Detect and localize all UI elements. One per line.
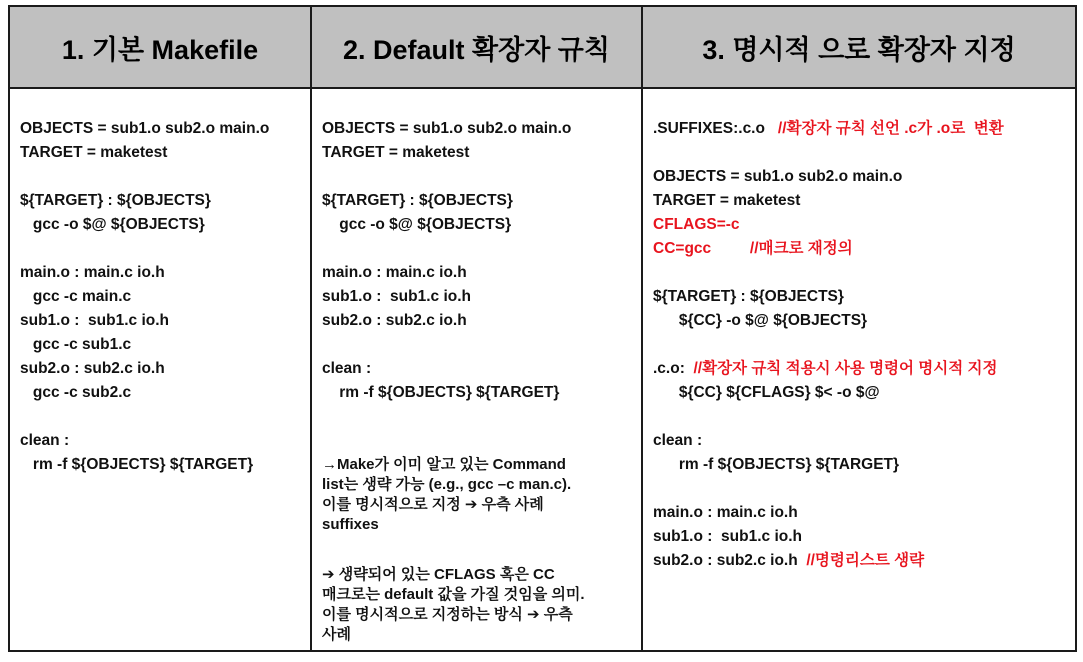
- note-line: →Make가 이미 알고 있는 Command: [322, 456, 566, 473]
- note-omit-commands: [322, 455, 641, 535]
- spacer: [322, 405, 641, 455]
- code-line: main.o : main.c io.h: [322, 264, 467, 281]
- blank-line: [653, 477, 1075, 501]
- spacer: [322, 535, 641, 565]
- makefile-comparison-table: [8, 5, 1077, 652]
- blank-line: [20, 165, 310, 189]
- code-line: clean :: [20, 432, 70, 449]
- blank-line: [653, 141, 1075, 165]
- code-line: TARGET = maketest: [322, 144, 470, 161]
- blank-line: [20, 405, 310, 429]
- comment: //매크로 재정의: [749, 240, 853, 257]
- code-line: rm -f ${OBJECTS} ${TARGET}: [20, 456, 254, 473]
- note-line: ➔ 생략되어 있는 CFLAGS 혹은 CC: [322, 566, 555, 583]
- code-line: sub1.o : sub1.c io.h: [20, 312, 169, 329]
- blank-line: [322, 165, 641, 189]
- code-line: sub1.o : sub1.c io.h: [653, 528, 802, 545]
- code-line: ${TARGET} : ${OBJECTS}: [653, 288, 844, 305]
- blank-line: [653, 405, 1075, 429]
- column-default: [311, 88, 642, 651]
- blank-line: [322, 237, 641, 261]
- note-line: suffixes: [322, 516, 379, 533]
- header-explicit-suffix: 3. 명시적 으로 확장자 지정: [642, 6, 1076, 88]
- header-default-suffix-rule: 2. Default 확장자 규칙: [311, 6, 642, 88]
- blank-line: [20, 237, 310, 261]
- code-line: clean :: [653, 432, 703, 449]
- cc-macro: CC=gcc: [653, 240, 712, 257]
- code-line: gcc -o $@ ${OBJECTS}: [20, 216, 205, 233]
- code-line: gcc -c sub1.c: [20, 336, 132, 353]
- code-line: ${CC} -o $@ ${OBJECTS}: [653, 312, 868, 329]
- code-line: TARGET = maketest: [653, 192, 801, 209]
- column-basic: [9, 88, 311, 651]
- note-line: list는 생략 가능 (e.g., gcc –c man.c).: [322, 476, 572, 493]
- note-line: 매크로는 default 값을 가질 것임을 의미.: [322, 586, 585, 603]
- suffixes-declaration: .SUFFIXES:.c.o: [653, 120, 765, 137]
- code-line: [653, 117, 1075, 141]
- blank-line: [322, 333, 641, 357]
- note-line: 사례: [322, 626, 351, 643]
- content-row: [9, 88, 1076, 651]
- code-line: sub2.o : sub2.c io.h: [20, 360, 165, 377]
- code-line: [653, 237, 1075, 261]
- code-line: OBJECTS = sub1.o sub2.o main.o: [20, 120, 270, 137]
- note-line: 이를 명시적으로 지정 ➔ 우측 사례: [322, 496, 544, 513]
- code-line: OBJECTS = sub1.o sub2.o main.o: [653, 168, 903, 185]
- code-line: gcc -c main.c: [20, 288, 132, 305]
- code-line: main.o : main.c io.h: [20, 264, 165, 281]
- code-line: sub2.o : sub2.c io.h: [322, 312, 467, 329]
- code-line: clean :: [322, 360, 372, 377]
- code-line: rm -f ${OBJECTS} ${TARGET}: [653, 456, 900, 473]
- suffix-rule: .c.o:: [653, 360, 685, 377]
- comment: //확장자 규칙 적용시 사용 명령어 명시적 지정: [693, 360, 998, 377]
- code-line: gcc -o $@ ${OBJECTS}: [322, 216, 512, 233]
- code-line: [653, 549, 1075, 573]
- code-line: sub1.o : sub1.c io.h: [322, 288, 471, 305]
- column-explicit: [642, 88, 1076, 651]
- header-basic-makefile: 1. 기본 Makefile: [9, 6, 311, 88]
- note-line: 이를 명시적으로 지정하는 방식 ➔ 우측: [322, 606, 573, 623]
- code-line: ${TARGET} : ${OBJECTS}: [322, 192, 513, 209]
- code-line: [653, 357, 1075, 381]
- code-line: OBJECTS = sub1.o sub2.o main.o: [322, 120, 572, 137]
- code-line: main.o : main.c io.h: [653, 504, 798, 521]
- blank-line: [653, 333, 1075, 357]
- code-line: rm -f ${OBJECTS} ${TARGET}: [322, 384, 560, 401]
- blank-line: [653, 261, 1075, 285]
- comment: //확장자 규칙 선언 .c가 .o로 변환: [777, 120, 1004, 137]
- sub2-rule: sub2.o : sub2.c io.h: [653, 552, 798, 569]
- code-line: TARGET = maketest: [20, 144, 168, 161]
- comment: //명령리스트 생략: [806, 552, 925, 569]
- code-line: CFLAGS=-c: [653, 216, 740, 233]
- code-line: gcc -c sub2.c: [20, 384, 132, 401]
- note-default-macros: [322, 565, 641, 645]
- code-line: ${CC} ${CFLAGS} $< -o $@: [653, 384, 880, 401]
- header-row: [9, 6, 1076, 88]
- code-line: ${TARGET} : ${OBJECTS}: [20, 192, 211, 209]
